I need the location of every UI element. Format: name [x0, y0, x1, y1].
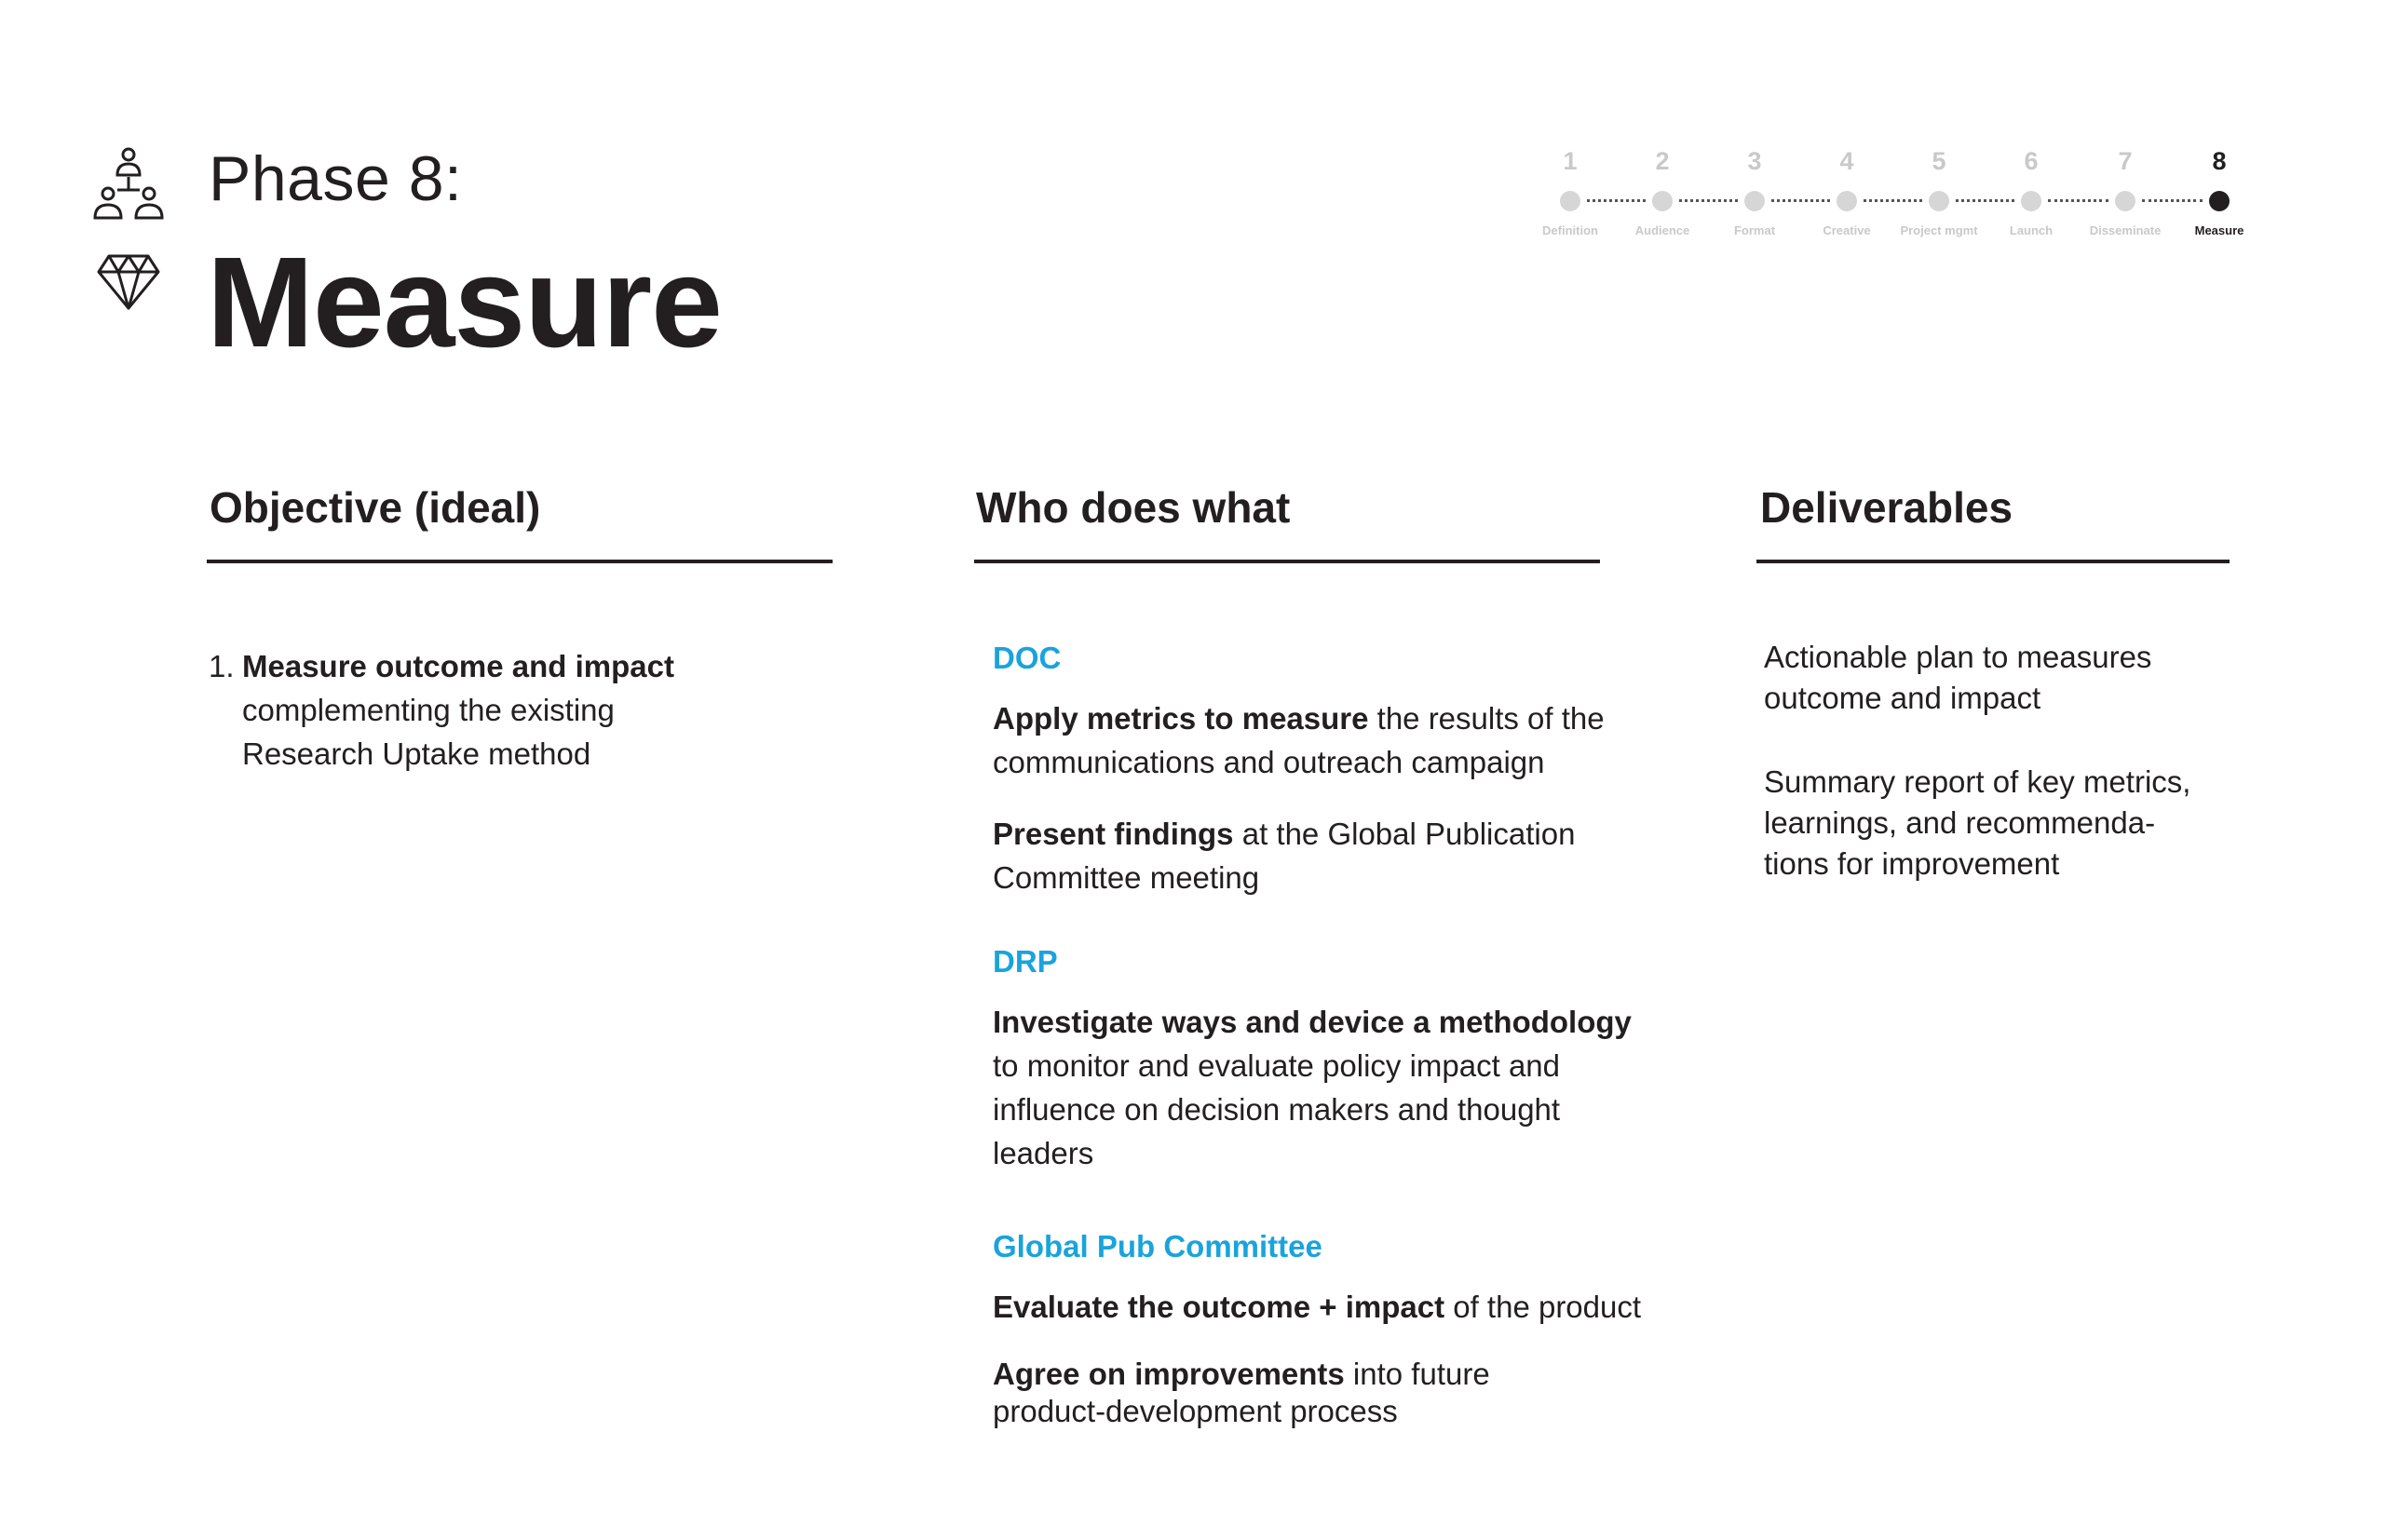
page-title: Measure	[207, 231, 722, 374]
deliverable-line: Actionable plan to measures	[1764, 640, 2152, 674]
doc-task	[993, 812, 1701, 899]
objective-item-number: 1.	[209, 649, 235, 683]
task-text: into future	[1344, 1357, 1490, 1391]
task-bold: Agree on improvements	[993, 1357, 1345, 1391]
step-3	[1703, 149, 1806, 237]
committee-task	[993, 1285, 1738, 1329]
step-dot	[1744, 191, 1765, 211]
step-dot	[2209, 191, 2230, 211]
task-text: of the product	[1444, 1290, 1642, 1324]
step-1	[1519, 149, 1621, 237]
deliverables-heading: Deliverables	[1760, 483, 2013, 532]
task-text: Committee meeting	[993, 860, 1260, 895]
role-global-pub-committee: Global Pub Committee	[993, 1229, 1322, 1263]
step-label: Project mgmt	[1900, 223, 1978, 237]
deliverable-item	[1764, 762, 2248, 885]
step-dot	[1929, 191, 1949, 211]
step-6	[1980, 149, 2082, 237]
step-dot	[2021, 191, 2041, 211]
step-dot	[1837, 191, 1857, 211]
doc-task	[993, 696, 1701, 784]
step-label: Launch	[2009, 223, 2054, 237]
deliverable-item	[1764, 637, 2248, 719]
step-number: 6	[2024, 147, 2039, 175]
people-network-icon	[91, 147, 166, 222]
role-drp: DRP	[993, 944, 1058, 979]
task-text: influence on decision makers and thought	[993, 1092, 1561, 1127]
step-label: Audience	[1634, 223, 1690, 237]
step-label: Definition	[1542, 223, 1598, 237]
objective-item-bold: Measure outcome and impact	[242, 649, 674, 683]
step-label: Measure	[2194, 223, 2244, 237]
step-number: 8	[2212, 147, 2227, 175]
committee-task	[993, 1356, 1738, 1430]
step-label: Format	[1733, 223, 1776, 237]
step-number: 1	[1563, 147, 1578, 175]
task-text: product-development process	[993, 1394, 1398, 1428]
step-8	[2168, 149, 2271, 237]
task-text: communications and outreach campaign	[993, 745, 1545, 779]
step-2	[1611, 149, 1714, 237]
deliverable-line: outcome and impact	[1764, 681, 2041, 715]
step-dot	[1652, 191, 1673, 211]
step-number: 2	[1655, 147, 1670, 175]
step-number: 5	[1932, 147, 1946, 175]
objective-divider	[207, 560, 833, 563]
step-5	[1888, 149, 1990, 237]
step-4	[1796, 149, 1898, 237]
deliverable-line: tions for improvement	[1764, 846, 2060, 881]
objective-item-line: complementing the existing	[242, 693, 615, 727]
task-bold: Investigate ways and device a methodology	[993, 1005, 1632, 1039]
task-bold: Apply metrics to measure	[993, 701, 1369, 736]
task-text: at the Global Publication	[1233, 817, 1576, 851]
objective-item-line: Research Uptake method	[242, 736, 591, 771]
diamond-icon	[96, 253, 161, 311]
step-number: 3	[1747, 147, 1762, 175]
objective-list	[209, 644, 805, 776]
deliverables-divider	[1756, 560, 2230, 563]
task-text: leaders	[993, 1136, 1094, 1170]
phase-label: Phase 8:	[209, 143, 463, 214]
task-bold: Evaluate the outcome + impact	[993, 1290, 1445, 1324]
deliverable-line: learnings, and recommenda-	[1764, 805, 2156, 840]
drp-task	[993, 1000, 1719, 1175]
role-doc: DOC	[993, 641, 1062, 675]
phase-stepper	[1527, 149, 2254, 242]
step-7	[2074, 149, 2176, 237]
header-icons	[91, 147, 166, 311]
who-heading: Who does what	[976, 483, 1291, 532]
step-dot	[2115, 191, 2135, 211]
step-label: Disseminate	[2089, 223, 2162, 237]
objective-heading: Objective (ideal)	[210, 483, 541, 532]
step-number: 7	[2118, 147, 2133, 175]
task-text: to monitor and evaluate policy impact and	[993, 1048, 1561, 1083]
task-text: the results of the	[1368, 701, 1605, 736]
objective-item	[209, 644, 805, 776]
task-bold: Present findings	[993, 817, 1234, 851]
step-label: Creative	[1823, 223, 1871, 237]
step-dot	[1560, 191, 1580, 211]
who-divider	[974, 560, 1600, 563]
deliverable-line: Summary report of key metrics,	[1764, 764, 2191, 799]
step-number: 4	[1839, 147, 1854, 175]
